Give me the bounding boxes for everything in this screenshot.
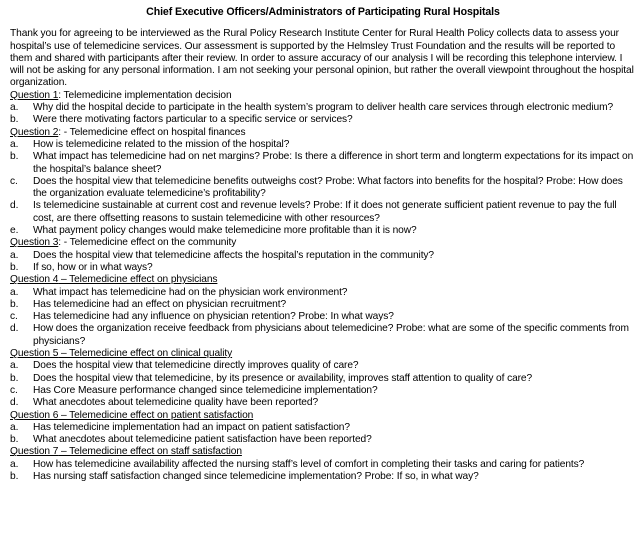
question-number: Question 3 (10, 237, 59, 249)
item-text: How has telemedicine availability affected the nursing staff’s level of comfort in completing their tasks and caring for patients? (33, 458, 585, 470)
list-item (10, 250, 636, 262)
question-items (10, 250, 636, 275)
question-label: – Telemedicine effect on staff satisfaction (58, 446, 242, 458)
list-item (10, 471, 636, 483)
item-letter: d. (10, 200, 19, 212)
question-items (10, 287, 636, 348)
list-item (10, 459, 636, 471)
item-text: What payment policy changes would make telemedicine more profitable than it is now? (33, 225, 417, 237)
item-letter: d. (10, 323, 19, 335)
question-number: Question 1 (10, 89, 59, 101)
item-text: Has Core Measure performance changed since telemedicine implementation? (33, 384, 378, 396)
item-letter: b. (10, 372, 19, 384)
item-letter: a. (10, 421, 19, 433)
item-text: What impact has telemedicine had on net margins? Probe: Is there a difference in short term and longterm expectations for its impact on the hospital’s balance sheet? (33, 151, 634, 175)
list-item (10, 225, 636, 237)
item-letter: b. (10, 261, 19, 273)
question-label: – Telemedicine effect on patient satisfaction (58, 409, 254, 421)
list-item (10, 397, 636, 409)
list-item (10, 102, 636, 114)
list-item (10, 422, 636, 434)
list-item (10, 434, 636, 446)
question-items (10, 360, 636, 409)
item-letter: d. (10, 397, 19, 409)
question-items (10, 459, 636, 484)
item-text: If so, how or in what ways? (33, 261, 153, 273)
intro-paragraph: Thank you for agreeing to be interviewed as the Rural Policy Research Institute Center for Rural Health Policy collects data to assess your hospital’s use of telemedicine services. Our assessment is supported by the Helmsley Trust Foundation and the results will be reported to them and shared with participants after their review. In order to assure accuracy of our analysis I will be recording this telephone interview. I will not be asking for any personal information. I am not seeking your personal opinion, but rather the overall viewpoint throughout the hospital organization. (10, 28, 634, 89)
question-heading (10, 410, 636, 422)
item-letter: b. (10, 151, 19, 163)
question-number: Question 2 (10, 126, 59, 138)
item-text: Has telemedicine had an effect on physician recruitment? (33, 298, 287, 310)
list-item (10, 385, 636, 397)
item-text: What impact has telemedicine had on the physician work environment? (33, 286, 348, 298)
item-letter: a. (10, 360, 19, 372)
item-letter: a. (10, 249, 19, 261)
question-number: Question 6 (10, 409, 59, 421)
question-heading (10, 348, 636, 360)
question-heading (10, 446, 636, 458)
item-letter: a. (10, 458, 19, 470)
list-item (10, 176, 636, 201)
item-text: Were there motivating factors particular to a specific service or services? (33, 114, 353, 126)
item-text: Does the hospital view that telemedicine, by its presence or availability, improves staff attention to quality of care? (33, 372, 533, 384)
list-item (10, 373, 636, 385)
list-item (10, 287, 636, 299)
list-item (10, 151, 636, 176)
question-items (10, 139, 636, 237)
item-letter: c. (10, 384, 18, 396)
question-number: Question 5 (10, 348, 59, 360)
item-text: Has telemedicine had any influence on physician retention? Probe: In what ways? (33, 311, 394, 323)
question-heading (10, 274, 636, 286)
list-item (10, 200, 636, 225)
question-items (10, 102, 636, 127)
item-text: Does the hospital view that telemedicine directly improves quality of care? (33, 360, 359, 372)
list-item (10, 360, 636, 372)
item-text: Is telemedicine sustainable at current cost and revenue levels? Probe: If it does not generate sufficient patient revenue to pay the full cost, are there offsetting reasons to sustain telemedicine with other resources? (33, 200, 617, 224)
list-item (10, 323, 636, 348)
item-text: Does the hospital view that telemedicine benefits outweighs cost? Probe: What factors into benefits for the hospital? Probe: How does the organization evaluate telemedicine’s profitability? (33, 175, 623, 200)
item-text: Has nursing staff satisfaction changed since telemedicine implementation? Probe: If so, in what way? (33, 470, 479, 482)
item-letter: a. (10, 286, 19, 298)
question-label: : - Telemedicine effect on hospital finances (58, 126, 246, 138)
item-letter: a. (10, 102, 19, 114)
item-text: What anecdotes about telemedicine patient satisfaction have been reported? (33, 434, 372, 446)
question-label: : Telemedicine implementation decision (58, 89, 232, 101)
document-title: Chief Executive Officers/Administrators of Participating Rural Hospitals (146, 6, 500, 18)
question-heading (10, 90, 636, 102)
item-text: Why did the hospital decide to participate in the health system’s program to deliver health care services through electronic medium? (33, 102, 614, 114)
item-letter: b. (10, 298, 19, 310)
question-heading (10, 237, 636, 249)
item-letter: b. (10, 470, 19, 482)
list-item (10, 299, 636, 311)
item-letter: b. (10, 434, 19, 446)
list-item (10, 311, 636, 323)
list-item (10, 262, 636, 274)
item-letter: c. (10, 175, 18, 187)
question-label: – Telemedicine effect on physicians (58, 274, 218, 286)
question-number: Question 4 (10, 274, 59, 286)
item-text: How is telemedicine related to the mission of the hospital? (33, 138, 290, 150)
item-text: Has telemedicine implementation had an impact on patient satisfaction? (33, 421, 350, 433)
item-letter: b. (10, 114, 19, 126)
question-label: : - Telemedicine effect on the community (58, 237, 237, 249)
question-list (10, 90, 636, 484)
question-items (10, 422, 636, 447)
item-text: Does the hospital view that telemedicine affects the hospital’s reputation in the community? (33, 249, 434, 261)
item-letter: c. (10, 311, 18, 323)
question-number: Question 7 (10, 446, 59, 458)
item-text: How does the organization receive feedback from physicians about telemedicine? Probe: what are some of the specific comments from physicians? (33, 323, 629, 347)
item-text: What anecdotes about telemedicine quality have been reported? (33, 397, 319, 409)
list-item (10, 139, 636, 151)
question-label: – Telemedicine effect on clinical quality (58, 348, 233, 360)
question-heading (10, 127, 636, 139)
item-letter: e. (10, 225, 19, 237)
item-letter: a. (10, 138, 19, 150)
list-item (10, 114, 636, 126)
